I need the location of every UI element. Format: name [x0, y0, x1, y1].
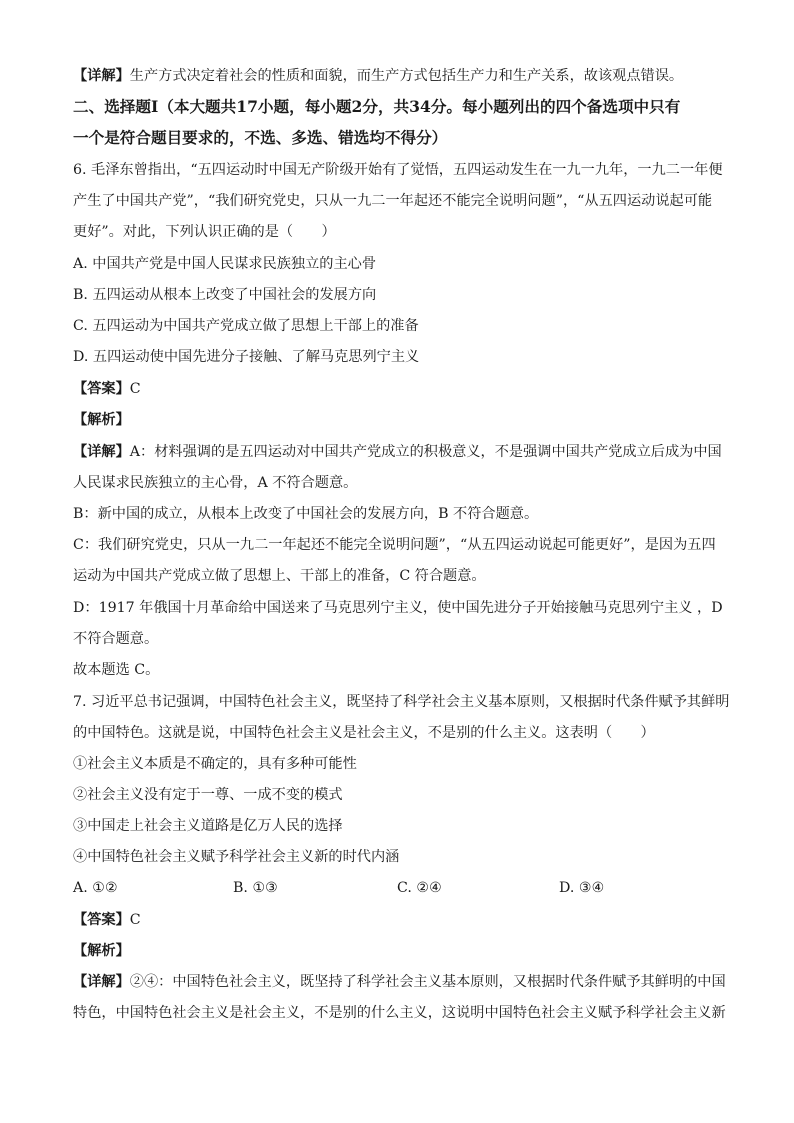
- answer-line: 【答案】C: [73, 912, 141, 928]
- detail-line: 运动为中国共产党成立做了思想上、干部上的准备，C 符合题意。: [73, 568, 486, 584]
- question-6-option-c: C. 五四运动为中国共产党成立做了思想上干部上的准备: [73, 318, 419, 334]
- question-6-stem: 产生了中国共产党”，“我们研究党史，只从一九二一年起还不能完全说明问题”，“从五四运动说起可能: [73, 193, 713, 209]
- question-6-stem: 更好”。对此，下列认识正确的是（ ）: [73, 224, 336, 240]
- detail-line: B：新中国的成立，从根本上改变了中国社会的发展方向，B 不符合题意。: [73, 506, 539, 522]
- detail-line: 特色，中国特色社会主义是社会主义，不是别的什么主义，这说明中国特色社会主义赋予科学社会主义新: [73, 1005, 726, 1021]
- detail-line: 【详解】生产方式决定着社会的性质和面貌，而生产方式包括生产力和生产关系，故该观点错误。: [73, 68, 684, 84]
- analysis-label: 【解析】: [73, 412, 130, 428]
- question-6-option-a: A. 中国共产党是中国人民谋求民族独立的主心骨: [73, 256, 377, 272]
- detail-line: C：我们研究党史，只从一九二一年起还不能完全说明问题”，“从五四运动说起可能更好”，是因为五四: [73, 537, 716, 553]
- answer-line: 【答案】C: [73, 381, 141, 397]
- detail-line: 【详解】A：材料强调的是五四运动对中国共产党成立的积极意义，不是强调中国共产党成立后成为中国: [73, 444, 722, 460]
- detail-line: 人民谋求民族独立的主心骨，A 不符合题意。: [73, 475, 358, 491]
- question-6-stem: 6. 毛泽东曾指出，“五四运动时中国无产阶级开始有了觉悟，五四运动发生在一九一九年，一九二一年便: [73, 162, 723, 178]
- question-7-option-b: B. ①③: [233, 880, 278, 896]
- question-7-stem: 的中国特色。这就是说，中国特色社会主义是社会主义，不是别的什么主义。这表明（ ）: [73, 725, 655, 741]
- question-7-option-a: A. ①②: [73, 880, 118, 896]
- analysis-label: 【解析】: [73, 943, 130, 959]
- conclusion-line: 故本题选 C。: [73, 662, 160, 678]
- question-7-option-c: C. ②④: [397, 880, 442, 896]
- question-6-option-b: B. 五四运动从根本上改变了中国社会的发展方向: [73, 287, 377, 303]
- detail-line: 不符合题意。: [73, 631, 159, 647]
- question-7-option-d: D. ③④: [559, 880, 605, 896]
- question-7-item-4: ④中国特色社会主义赋予科学社会主义新的时代内涵: [73, 849, 400, 865]
- section-heading: 二、选择题Ⅰ（本大题共17小题，每小题2分，共34分。每小题列出的四个备选项中只有: [73, 97, 681, 116]
- question-7-item-2: ②社会主义没有定于一尊、一成不变的模式: [73, 787, 343, 803]
- question-7-item-3: ③中国走上社会主义道路是亿万人民的选择: [73, 818, 343, 834]
- question-7-item-1: ①社会主义本质是不确定的，具有多种可能性: [73, 756, 357, 772]
- detail-line: D：1917 年俄国十月革命给中国送来了马克思列宁主义，使中国先进分子开始接触马克思列宁主义 ，D: [73, 600, 723, 616]
- question-6-option-d: D. 五四运动使中国先进分子接触、了解马克思列宁主义: [73, 349, 420, 365]
- section-heading-cont: 一个是符合题目要求的，不选、多选、错选均不得分）: [73, 128, 448, 147]
- detail-line: 【详解】②④：中国特色社会主义，既坚持了科学社会主义基本原则，又根据时代条件赋予其鲜明的中国: [73, 974, 726, 990]
- question-7-stem: 7. 习近平总书记强调，中国特色社会主义，既坚持了科学社会主义基本原则，又根据时代条件赋予其鲜明: [73, 694, 730, 710]
